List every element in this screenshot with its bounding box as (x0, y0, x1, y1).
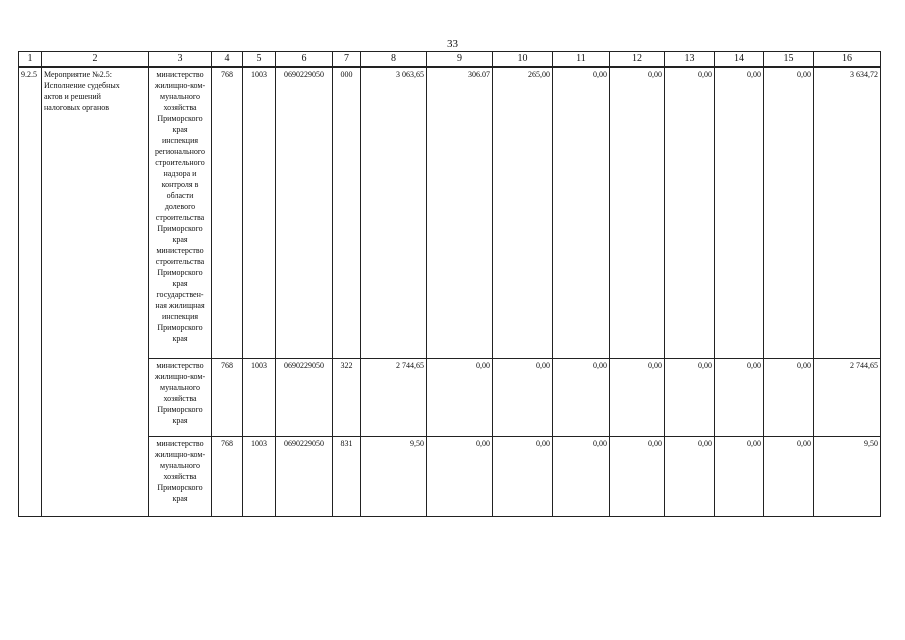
column-number-row (19, 52, 881, 68)
table-row (19, 436, 881, 516)
cell-col-13: 0,00 (665, 358, 715, 436)
column-number-4: 4 (212, 52, 243, 68)
cell-col-9: 306.07 (427, 67, 493, 358)
cell-col-7: 000 (333, 67, 361, 358)
column-number-16: 16 (814, 52, 881, 68)
cell-col-11: 0,00 (553, 358, 610, 436)
cell-col-16: 3 634,72 (814, 67, 881, 358)
item-code: 9.2.5 (19, 67, 42, 516)
cell-col-5: 1003 (243, 358, 276, 436)
cell-col-12: 0,00 (610, 358, 665, 436)
item-title: Мероприятие №2.5: Исполнение судебных актов и решений налоговых органов (42, 67, 149, 516)
cell-col-4: 768 (212, 358, 243, 436)
column-number-3: 3 (149, 52, 212, 68)
cell-col-6: 0690229050 (276, 358, 333, 436)
cell-col-14: 0,00 (715, 67, 764, 358)
column-number-1: 1 (19, 52, 42, 68)
cell-col-10: 0,00 (493, 358, 553, 436)
cell-col-8: 3 063,65 (361, 67, 427, 358)
cell-col-9: 0,00 (427, 436, 493, 516)
cell-col-14: 0,00 (715, 436, 764, 516)
cell-col-13: 0,00 (665, 436, 715, 516)
column-number-12: 12 (610, 52, 665, 68)
column-number-10: 10 (493, 52, 553, 68)
cell-col-15: 0,00 (764, 67, 814, 358)
cell-col-10: 0,00 (493, 436, 553, 516)
cell-col-12: 0,00 (610, 436, 665, 516)
cell-col-7: 831 (333, 436, 361, 516)
cell-col-8: 9,50 (361, 436, 427, 516)
column-number-6: 6 (276, 52, 333, 68)
column-number-13: 13 (665, 52, 715, 68)
cell-col-4: 768 (212, 67, 243, 358)
cell-col-6: 0690229050 (276, 67, 333, 358)
column-number-8: 8 (361, 52, 427, 68)
cell-col-16: 2 744,65 (814, 358, 881, 436)
agency-cell: министерство жилищно-ком- мунального хозяйства Приморского края инспекция регионального строительного надзора и контроля в области долевого строительства Приморского края министерство строительства Приморского края государствен- ная жилищная инспекция Приморского края (149, 67, 212, 358)
cell-col-16: 9,50 (814, 436, 881, 516)
column-number-7: 7 (333, 52, 361, 68)
cell-col-15: 0,00 (764, 358, 814, 436)
cell-col-12: 0,00 (610, 67, 665, 358)
cell-col-13: 0,00 (665, 67, 715, 358)
table-row (19, 67, 881, 358)
cell-col-5: 1003 (243, 436, 276, 516)
cell-col-11: 0,00 (553, 436, 610, 516)
agency-cell: министерство жилищно-ком- мунального хозяйства Приморского края (149, 358, 212, 436)
cell-col-7: 322 (333, 358, 361, 436)
column-number-14: 14 (715, 52, 764, 68)
budget-table (18, 51, 881, 517)
column-number-5: 5 (243, 52, 276, 68)
page-number: 33 (447, 38, 458, 50)
column-number-15: 15 (764, 52, 814, 68)
cell-col-8: 2 744,65 (361, 358, 427, 436)
column-number-2: 2 (42, 52, 149, 68)
cell-col-11: 0,00 (553, 67, 610, 358)
column-number-9: 9 (427, 52, 493, 68)
cell-col-6: 0690229050 (276, 436, 333, 516)
cell-col-15: 0,00 (764, 436, 814, 516)
cell-col-5: 1003 (243, 67, 276, 358)
cell-col-10: 265,00 (493, 67, 553, 358)
cell-col-9: 0,00 (427, 358, 493, 436)
agency-cell: министерство жилищно-ком- мунального хозяйства Приморского края (149, 436, 212, 516)
column-number-11: 11 (553, 52, 610, 68)
table-row (19, 358, 881, 436)
cell-col-14: 0,00 (715, 358, 764, 436)
cell-col-4: 768 (212, 436, 243, 516)
